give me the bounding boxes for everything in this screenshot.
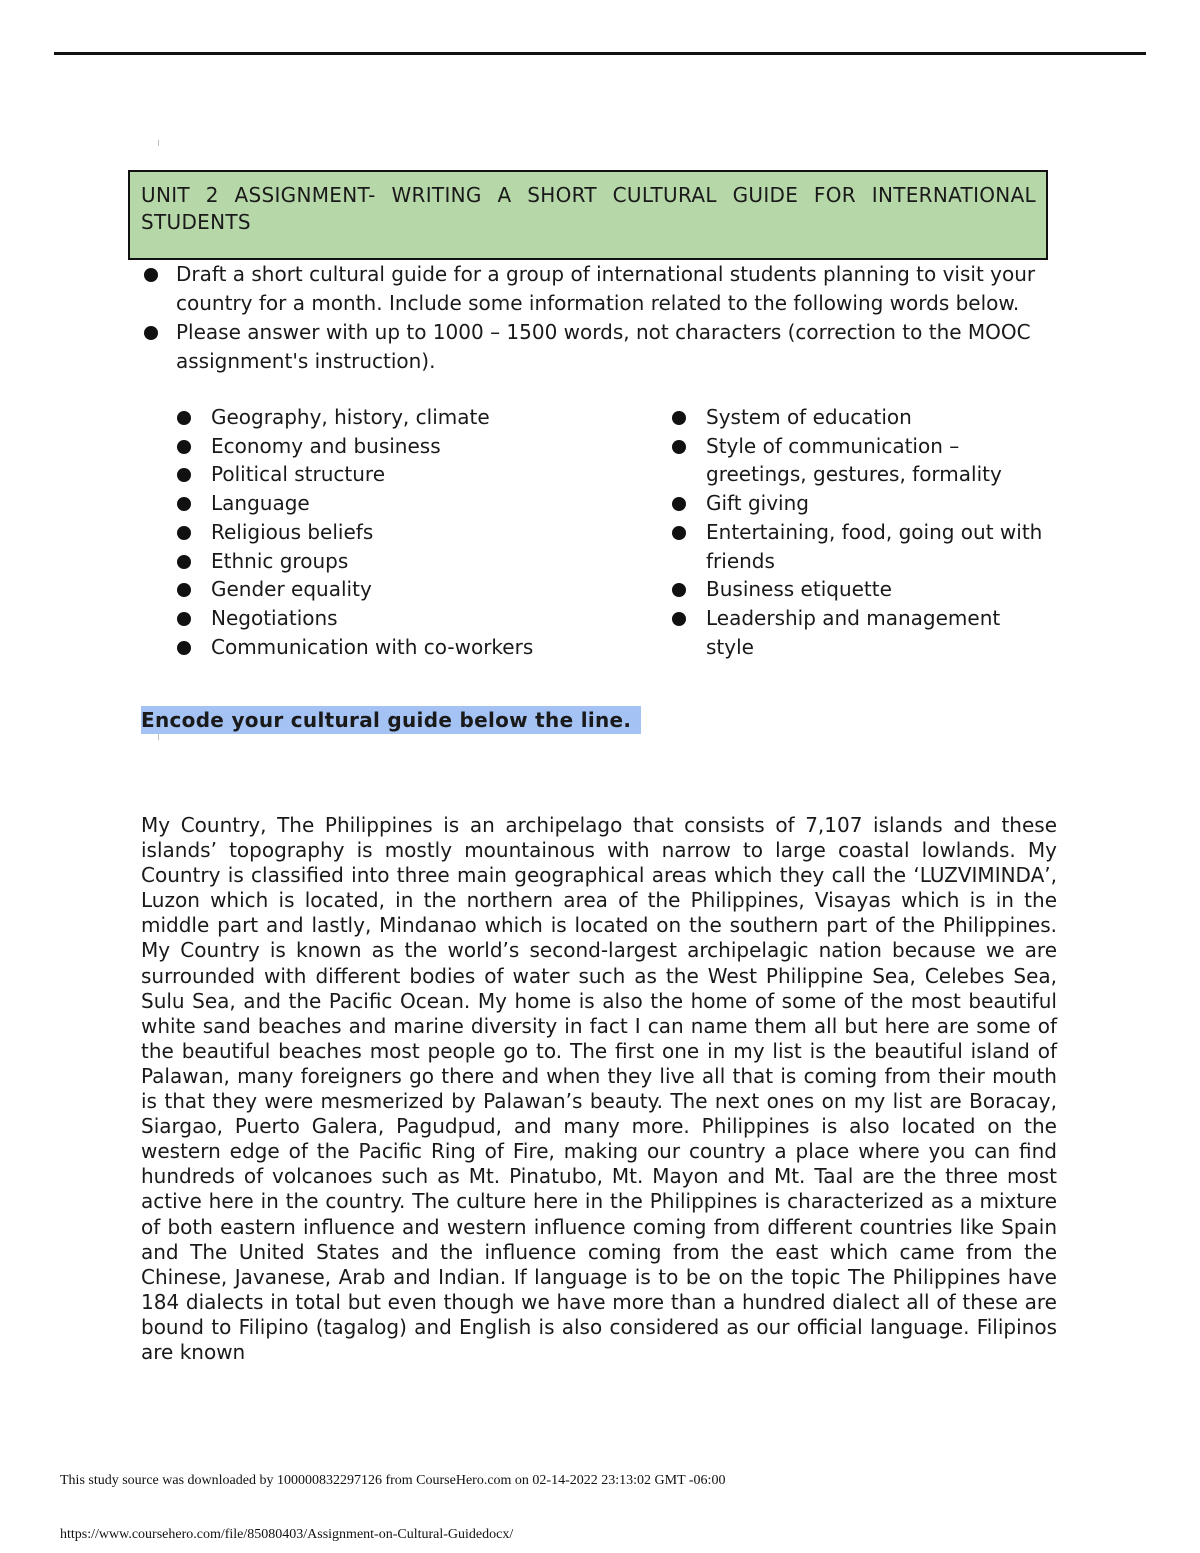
bullet-icon <box>177 440 191 454</box>
instruction-text: Draft a short cultural guide for a group of international students planning to visit your country for a month. Include some information related to the following words below. <box>176 262 1036 315</box>
topic-text: Religious beliefs <box>211 519 374 544</box>
topic-item <box>671 575 1051 604</box>
topic-item <box>671 604 1051 661</box>
topics-right-list <box>671 403 1051 661</box>
topic-text: Business etiquette <box>706 577 892 602</box>
topic-text: System of education <box>706 405 912 429</box>
topic-item <box>176 489 616 518</box>
bullet-icon <box>177 468 191 482</box>
topic-text: Leadership and management style <box>706 605 1001 659</box>
topic-item <box>176 575 616 604</box>
bullet-icon <box>144 268 158 282</box>
instruction-text: Please answer with up to 1000 – 1500 words, not characters (correction to the MOOC assignment's instruction). <box>176 320 1031 373</box>
bullet-icon <box>672 583 686 597</box>
topic-item <box>176 460 616 489</box>
bullet-icon <box>672 526 686 540</box>
bullet-icon <box>144 326 158 340</box>
topic-text: Ethnic groups <box>211 548 349 573</box>
instruction-list <box>140 260 1050 376</box>
encode-heading: Encode your cultural guide below the line. <box>141 706 641 734</box>
top-rule <box>54 52 1146 55</box>
bullet-icon <box>177 555 191 569</box>
topic-text: Communication with co-workers <box>211 634 534 659</box>
topic-text: Gift giving <box>706 491 809 516</box>
bullet-icon <box>177 583 191 597</box>
topics-left-list <box>176 403 616 661</box>
cursor-mark <box>158 140 159 146</box>
topic-text: Language <box>211 491 310 516</box>
topic-item <box>176 547 616 576</box>
topic-text: Gender equality <box>211 577 372 602</box>
bullet-icon <box>672 411 686 425</box>
instruction-item <box>140 318 1050 376</box>
source-url-link[interactable]: https://www.coursehero.com/file/85080403/Assignment-on-Cultural-Guidedocx/ <box>60 1527 514 1542</box>
essay-paragraph: My Country, The Philippines is an archipelago that consists of 7,107 islands and these islands’ topography is mostly mountainous with narrow to large coastal lowlands. My Country is classified into three main geographical areas which they call the ‘LUZVIMINDA’, Luzon which is located, in the northern area of the Philippines, Visayas which is in the middle part and lastly, Mindanao which is located on the southern part of the Philippines. My Country is known as the world’s second-largest archipelagic nation because we are surrounded with different bodies of water such as the West Philippine Sea, Celebes Sea, Sulu Sea, and the Pacific Ocean. My home is also the home of some of the most beautiful white sand beaches and marine diversity in fact I can name them all but here are some of the beautiful beaches most people go to. The first one in my list is the beautiful island of Palawan, many foreigners go there and when they live all that is coming from their mouth is that they were mesmerized by Palawan’s beauty. The next ones on my list are Boracay, Siargao, Puerto Galera, Pagudpud, and many more. Philippines is also located on the western edge of the Pacific Ring of Fire, making our country a place where you can find hundreds of volcanoes such as Mt. Pinatubo, Mt. Mayon and Mt. Taal are the three most active here in the country. The culture here in the Philippines is characterized as a mixture of both eastern influence and western influence coming from different countries like Spain and The United States and the influence coming from the east which came from the Chinese, Javanese, Arab and Indian. If language is to be on the topic The Philippines have 184 dialects in total but even though we have more than a hundred dialect all of these are bound to Filipino (tagalog) and English is also considered as our official language. Filipinos are known <box>141 813 1057 1364</box>
bullet-icon <box>177 612 191 626</box>
topic-text: Geography, history, climate <box>211 405 490 429</box>
bullet-icon <box>177 497 191 511</box>
topic-item <box>671 403 1051 432</box>
bullet-icon <box>672 440 686 454</box>
topic-item <box>176 403 616 432</box>
assignment-title-box <box>128 170 1048 260</box>
bullet-icon <box>177 641 191 655</box>
cursor-mark <box>158 734 159 740</box>
topic-text: Style of communication – greetings, gestures, formality <box>706 433 1002 487</box>
instruction-item <box>140 260 1050 318</box>
bullet-icon <box>672 497 686 511</box>
topic-item <box>671 489 1051 518</box>
topic-text: Negotiations <box>211 605 338 630</box>
topic-item <box>671 518 1051 575</box>
topic-text: Entertaining, food, going out with friends <box>706 519 1043 573</box>
topic-item <box>176 633 616 662</box>
topic-item <box>176 518 616 547</box>
bullet-icon <box>672 612 686 626</box>
topic-item <box>671 432 1051 489</box>
topic-text: Political structure <box>211 462 386 487</box>
topic-item <box>176 432 616 461</box>
bullet-icon <box>177 411 191 425</box>
topic-text: Economy and business <box>211 433 441 458</box>
assignment-title: UNIT 2 ASSIGNMENT- WRITING A SHORT CULTURAL GUIDE FOR INTERNATIONAL STUDENTS <box>141 183 1036 234</box>
download-source-note: This study source was downloaded by 100000832297126 from CourseHero.com on 02-14-2022 23:13:02 GMT -06:00 <box>60 1473 726 1488</box>
bullet-icon <box>177 526 191 540</box>
topic-item <box>176 604 616 633</box>
